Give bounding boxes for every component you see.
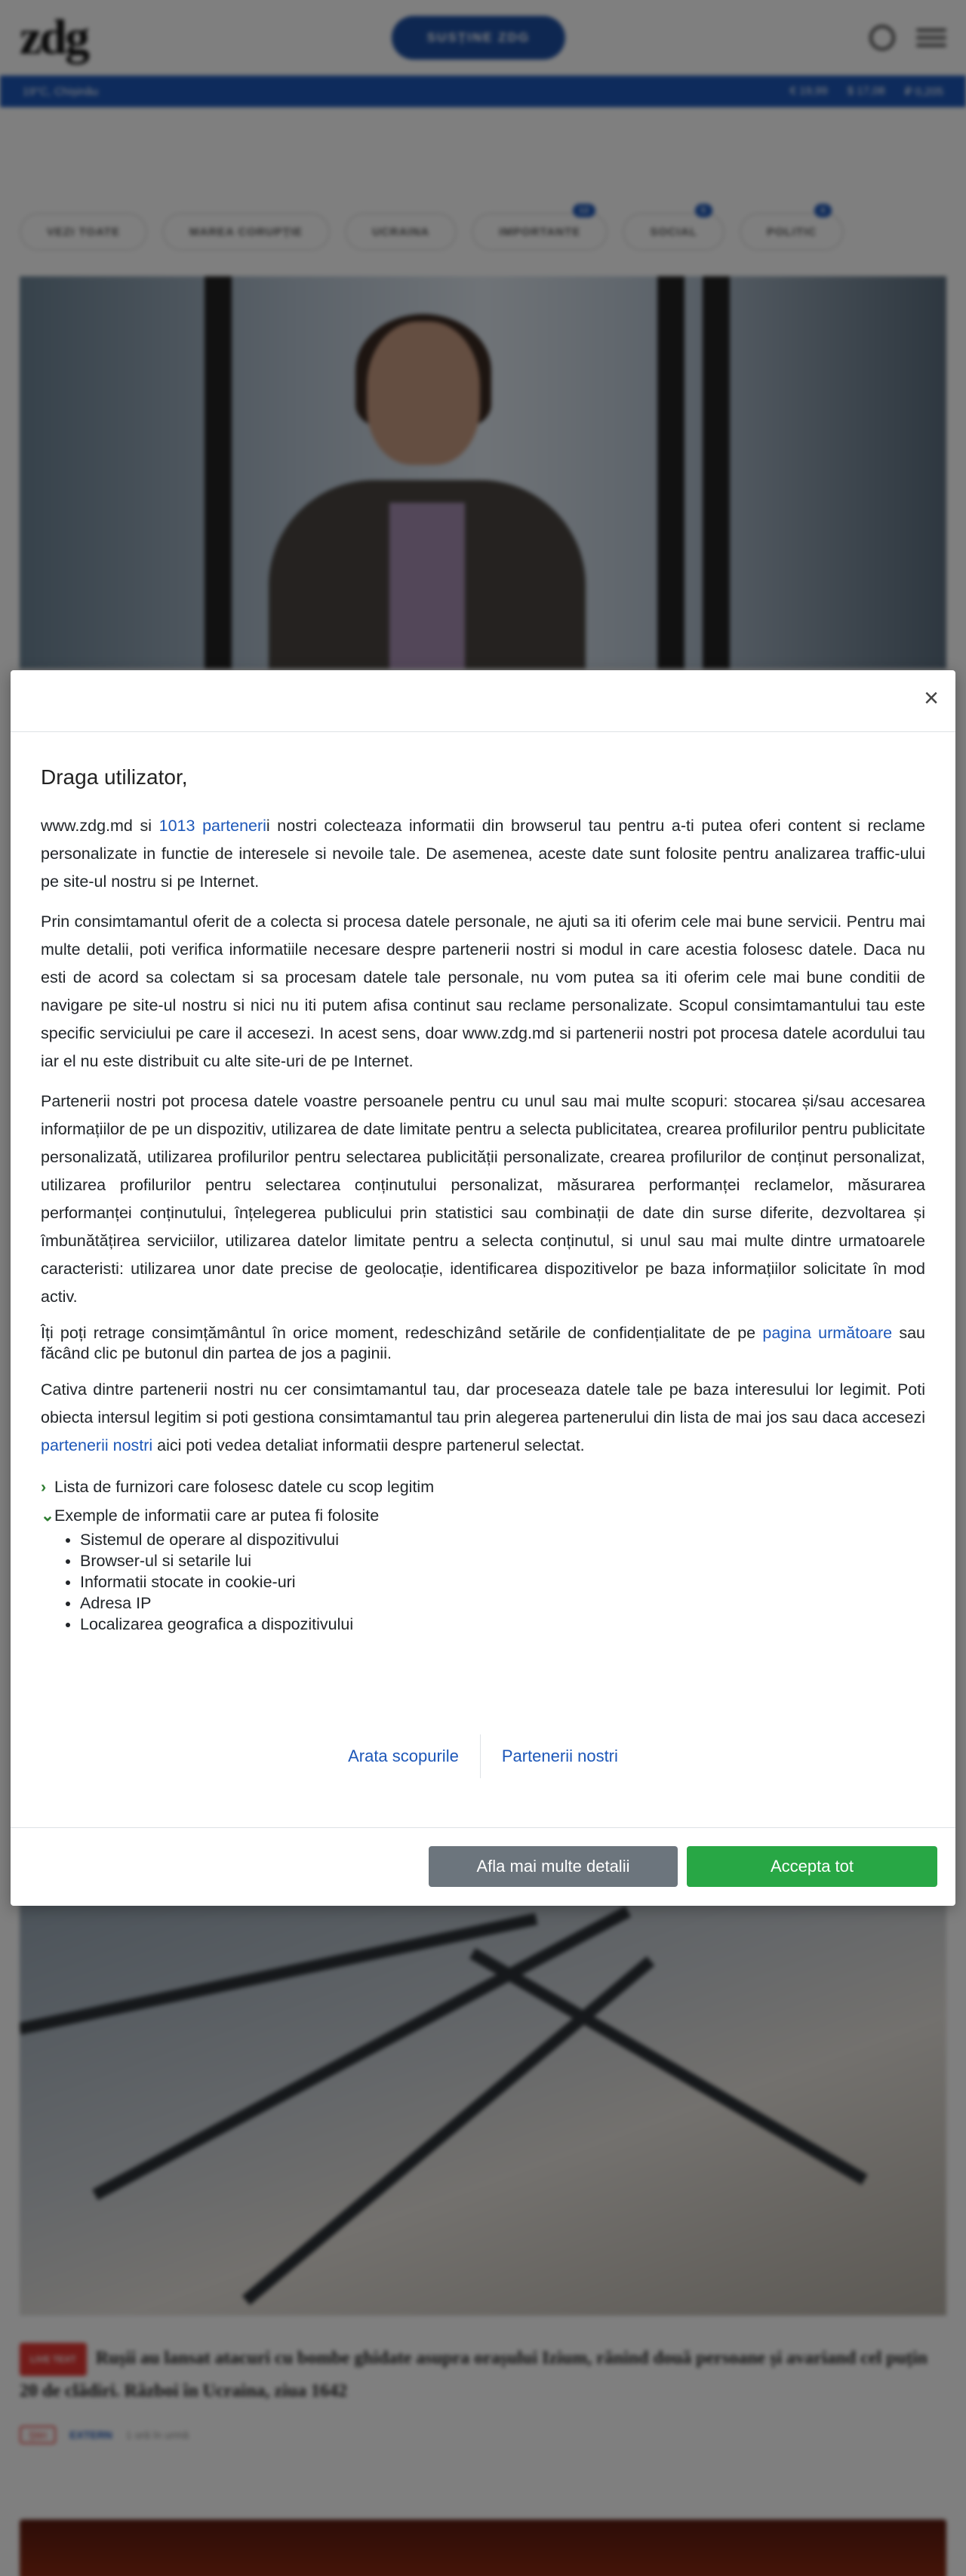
chevron-right-icon: › xyxy=(41,1478,47,1496)
modal-heading: Draga utilizator, xyxy=(41,765,188,789)
show-purposes-link[interactable]: Arata scopurile xyxy=(348,1747,459,1765)
close-icon[interactable]: × xyxy=(924,684,939,712)
chevron-down-icon: ⌄ xyxy=(41,1507,55,1525)
next-page-link[interactable]: pagina următoare xyxy=(762,1324,893,1342)
intro-paragraph: www.zdg.md si 1013 partenerii nostri colecteaza informatii din browserul tau pentru a-ti putea oferi content si reclame personalizate in functie de interesele si nevoile tale. De asemenea, aceste date sunt folosite pentru analizarea traffic-ului pe site-ul nostru si pe Internet. xyxy=(41,817,925,891)
examples-expander[interactable]: ⌄Exemple de informatii care ar putea fi folosite • Sistemul de operare al dispozitivului • Browser-ul si setarile lui • Informatii stocate in cookie-uri • Adresa IP • Localizarea geografica a dispozitivului xyxy=(41,1502,925,1635)
our-partners-button[interactable]: Partenerii nostri xyxy=(501,1747,618,1765)
modal-body xyxy=(11,732,955,1635)
consent-paragraph: Prin consimtamantul oferit de a colecta si procesa datele personale, ne ajuti sa iti oferim cele mai bune servicii. Pentru mai multe detalii, poti verifica informatiile necesare despre partenerii nostri si modul in care acestia folosesc datele. Daca nu esti de acord sa colectam si sa procesam datele tale personale, nu vom putea sa iti oferim cele mai bune conditii de navigare pe site-ul nostru si nici nu iti putem afisa continut sau reclame personalizate. Scopul consimtamantului tau este specific serviciului pe care il accesezi. In acest sens, doar www.zdg.md si partenerii nostri pot procesa datele acordului tau iar el nu este distribuit cu alte site-uri de pe Internet. xyxy=(41,913,925,1070)
consent-modal xyxy=(11,670,955,1906)
list-item: • Informatii stocate in cookie-uri xyxy=(80,1571,925,1593)
accept-all-button[interactable]: Accepta tot xyxy=(687,1846,937,1887)
list-item: • Sistemul de operare al dispozitivului xyxy=(80,1529,925,1550)
partners-count-link[interactable]: 1013 parteneri xyxy=(158,817,266,835)
modal-header xyxy=(11,670,955,732)
more-details-button[interactable]: Afla mai multe detalii xyxy=(429,1846,678,1887)
legitimate-interest-paragraph: Cativa dintre partenerii nostri nu cer consimtamantul tau, dar proceseaza datele tale pe baza interesului lor legimit. Poti obiecta intersul legitim si poti gestiona consimtamantul tau prin alegerea partenerului din lista de mai jos sau daca accesezi partenerii nostri aici poti vedea detaliat informatii despre partenerul selectat. xyxy=(41,1380,925,1454)
examples-list xyxy=(80,1529,925,1635)
purposes-paragraph: Partenerii nostri pot procesa datele voastre persoanele pentru cu unul sau mai multe scopuri: stocarea și/sau accesarea informațiilor de pe un dispozitiv, utilizarea de date limitate pentru a selecta publicitatea, crearea profilurilor pentru publicitate personalizată, utilizarea profilurilor pentru selectarea publicității personalizate, crearea profilurilor de conținut personalizat, utilizarea profilurilor pentru selectarea conținutului personalizat, măsurarea performanței reclamelor, măsurarea performanței conținutului, înțelegerea publicului prin statistici sau combinații de date din surse diferite, dezvoltarea și îmbunătățirea serviciilor, utilizarea datelor limitate pentru a selecta conținutul, si unul sau mai multe dintre urmatoarele caracteristi: utilizarea unor date precise de geolocație, identificarea dispozitivelor pe baza informațiilor solicitate în mod activ. xyxy=(41,1092,925,1306)
secondary-actions xyxy=(11,1734,955,1778)
withdraw-paragraph: Îți poți retrage consimțământul în orice moment, redeschizând setările de confidențialitate de pe pagina următoare sau făcând clic pe butonul din partea de jos a paginii. xyxy=(41,1324,926,1362)
our-partners-link[interactable]: partenerii nostri xyxy=(41,1436,153,1454)
list-item: • Browser-ul si setarile lui xyxy=(80,1550,925,1571)
list-item: • Localizarea geografica a dispozitivului xyxy=(80,1614,925,1635)
vendors-expander[interactable]: › Lista de furnizori care folosesc datele cu scop legitim xyxy=(41,1472,925,1502)
modal-footer xyxy=(11,1827,955,1906)
list-item: • Adresa IP xyxy=(80,1593,925,1614)
